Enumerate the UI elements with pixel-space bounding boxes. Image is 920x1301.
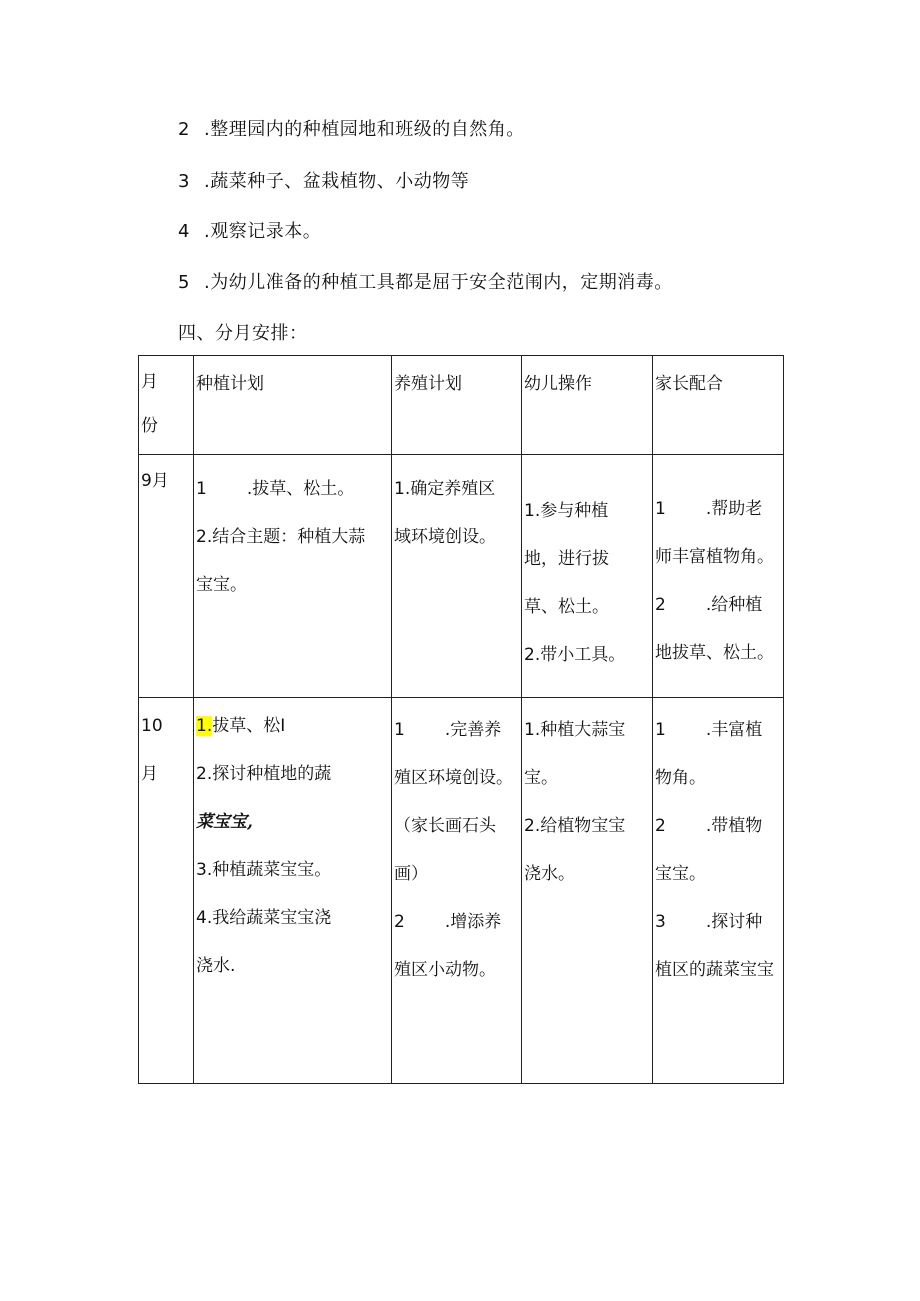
planting-item: 4.我给蔬菜宝宝浇: [196, 908, 332, 928]
row-planting: [194, 455, 392, 698]
header-planting: [194, 356, 392, 455]
row-month: [139, 455, 194, 698]
header-month-line2: 份: [141, 416, 158, 436]
breeding-item: 殖区环境创设。: [394, 768, 513, 788]
paragraph-text: .为幼儿准备的种植工具都是屈于安全范闱内，定期消毒。: [204, 272, 673, 293]
row-parents: [653, 455, 784, 698]
paragraph-number: 5: [178, 272, 190, 293]
paragraph-5: [178, 271, 673, 295]
paragraph-number: 2: [178, 119, 190, 140]
planting-item: 3.种植蔬菜宝宝。: [196, 860, 332, 880]
planting-item: 2.结合主题：种植大蒜: [196, 527, 366, 547]
paragraph-text: .观察记录本。: [204, 221, 322, 242]
planting-item: 1.拔草、松I: [196, 716, 286, 736]
parents-item: 2 .给种植: [655, 595, 763, 615]
child-ops-item: 宝。: [524, 768, 558, 788]
header-month: [139, 356, 194, 455]
breeding-item: 域环境创设。: [394, 527, 496, 547]
paragraph-text: .整理园内的种植园地和班级的自然角。: [204, 119, 525, 140]
table-row: [139, 455, 784, 698]
row-parents: [653, 698, 784, 1084]
month-label-line1: 10: [141, 716, 163, 736]
row-planting: [194, 698, 392, 1084]
parents-item: 宝宝。: [655, 864, 706, 884]
header-child-ops-label: 幼儿操作: [524, 374, 592, 394]
parents-item: 3 .探讨种: [655, 912, 763, 932]
row-breeding: [392, 455, 522, 698]
breeding-item: 1.确定养殖区: [394, 479, 496, 499]
monthly-plan-table: [138, 355, 784, 1084]
breeding-item: （家长画石头: [394, 816, 496, 836]
parents-item: 2 .带植物: [655, 816, 763, 836]
child-ops-item: 2.带小工具。: [524, 645, 626, 665]
paragraph-4: [178, 220, 321, 244]
breeding-item: 画）: [394, 864, 428, 884]
highlight-mark: 1.: [196, 716, 213, 736]
breeding-item: 殖区小动物。: [394, 960, 496, 980]
header-child-ops: [522, 356, 653, 455]
paragraph-number: 3: [178, 171, 190, 192]
header-breeding-label: 养殖计划: [394, 374, 462, 394]
paragraph-3: [178, 170, 469, 194]
child-ops-item: 浇水。: [524, 864, 575, 884]
month-label: 9月: [141, 471, 169, 491]
table-row: [139, 698, 784, 1084]
parents-item: 1 .丰富植: [655, 720, 763, 740]
parents-item: 物角。: [655, 768, 706, 788]
planting-item: 1 .拔草、松土。: [196, 479, 355, 499]
child-ops-item: 2.给植物宝宝: [524, 816, 626, 836]
row-child-ops: [522, 698, 653, 1084]
planting-item: 2.探讨种植地的蔬: [196, 764, 332, 784]
breeding-item: 2 .增添养: [394, 912, 502, 932]
planting-item: 宝宝。: [196, 575, 247, 595]
parents-item: 植区的蔬菜宝宝: [655, 960, 774, 980]
header-month-line1: 月: [141, 372, 158, 392]
paragraph-text: .蔬菜种子、盆栽植物、小动物等: [204, 171, 470, 192]
planting-item: 菜宝宝,: [196, 812, 253, 832]
paragraph-2: [178, 118, 525, 142]
section-heading: 四、分月安排：: [178, 323, 308, 344]
header-parents-label: 家长配合: [655, 374, 723, 394]
month-label-line2: 月: [141, 764, 158, 784]
header-planting-label: 种植计划: [196, 374, 264, 394]
row-child-ops: [522, 455, 653, 698]
planting-item: 浇水.: [196, 956, 236, 976]
header-parents: [653, 356, 784, 455]
parents-item: 师丰富植物角。: [655, 547, 774, 567]
table-header-row: [139, 356, 784, 455]
paragraph-number: 4: [178, 221, 190, 242]
child-ops-item: 1.种植大蒜宝: [524, 720, 626, 740]
breeding-item: 1 .完善养: [394, 720, 502, 740]
row-breeding: [392, 698, 522, 1084]
child-ops-item: 草、松土。: [524, 597, 609, 617]
parents-item: 1 .帮助老: [655, 499, 763, 519]
row-month: [139, 698, 194, 1084]
header-breeding: [392, 356, 522, 455]
child-ops-item: 地，进行拔: [524, 549, 609, 569]
child-ops-item: 1.参与种植: [524, 501, 609, 521]
parents-item: 地拔草、松土。: [655, 643, 774, 663]
